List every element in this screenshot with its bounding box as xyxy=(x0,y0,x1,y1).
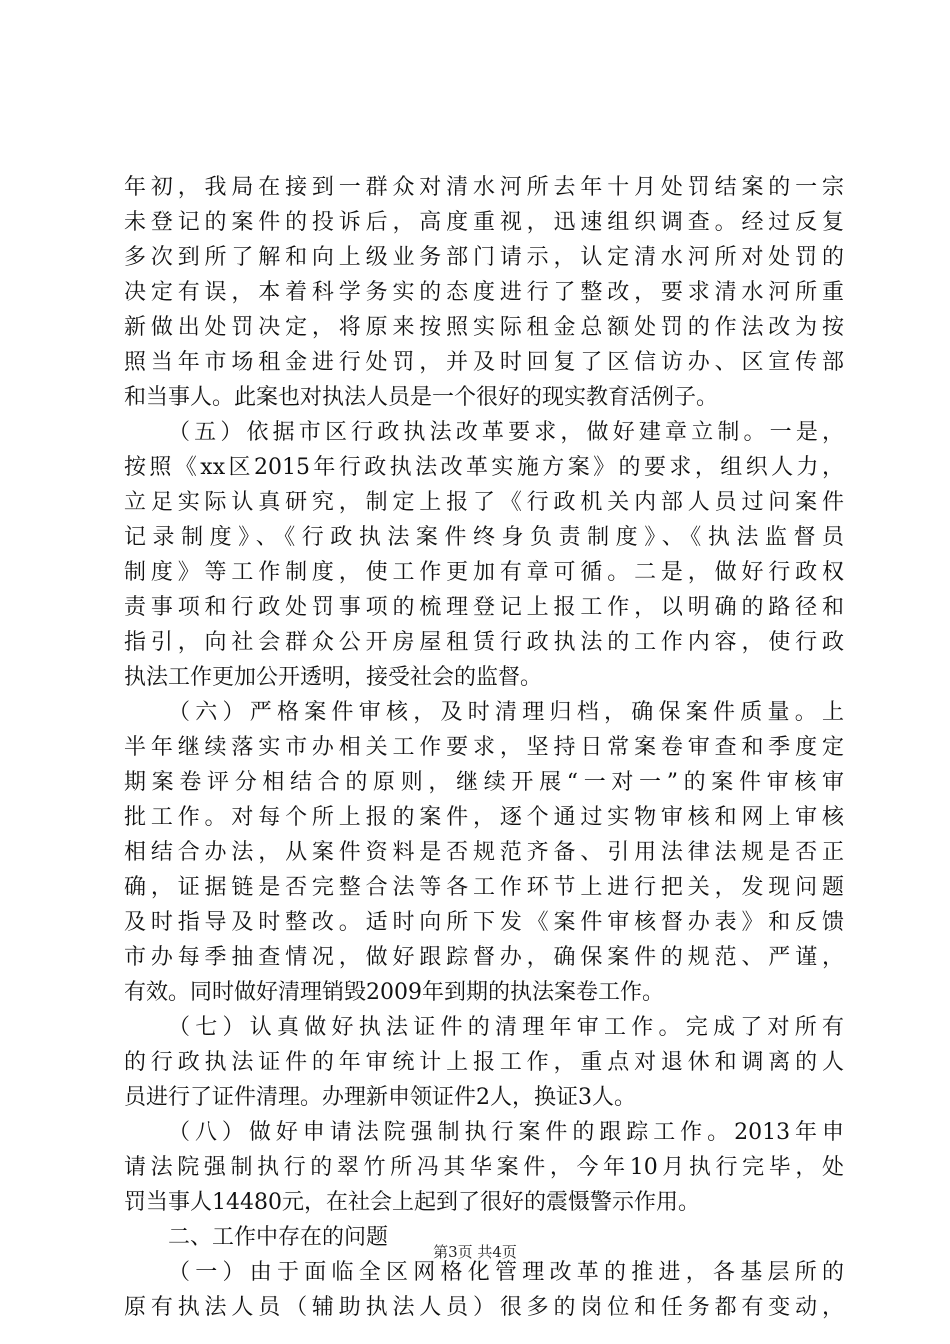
text-line: 制度》等工作制度，使工作更加有章可循。二是，做好行政权 xyxy=(124,560,844,585)
text-line: （五）依据市区行政执法改革要求，做好建章立制。一是， xyxy=(168,420,844,445)
text-line: 记录制度》、《行政执法案件终身负责制度》、《执法监督员 xyxy=(124,525,844,550)
text-line: （六）严格案件审核，及时清理归档，确保案件质量。上 xyxy=(168,700,844,725)
text-line: 及时指导及时整改。适时向所下发《案件审核督办表》和反馈 xyxy=(124,910,844,935)
page-footer: 第3页 共4页 xyxy=(433,1243,517,1261)
text-line: 确，证据链是否完整合法等各工作环节上进行把关，发现问题 xyxy=(124,875,844,900)
text-line: 市办每季抽查情况，做好跟踪督办，确保案件的规范、严谨， xyxy=(124,945,844,970)
text-line: （一）由于面临全区网格化管理改革的推进，各基层所的 xyxy=(168,1260,844,1285)
text-line: 年初，我局在接到一群众对清水河所去年十月处罚结案的一宗 xyxy=(124,175,844,200)
text-line: 和当事人。此案也对执法人员是一个很好的现实教育活例子。 xyxy=(124,385,719,410)
text-line: 罚当事人14480元，在社会上起到了很好的震慑警示作用。 xyxy=(124,1190,700,1215)
text-line: 照当年市场租金进行处罚，并及时回复了区信访办、区宣传部 xyxy=(124,350,844,375)
text-line: 指引，向社会群众公开房屋租赁行政执法的工作内容，使行政 xyxy=(124,630,844,655)
text-line: （八）做好申请法院强制执行案件的跟踪工作。2013年申 xyxy=(168,1120,844,1145)
text-line: 决定有误，本着科学务实的态度进行了整改，要求清水河所重 xyxy=(124,280,844,305)
text-line: 新做出处罚决定，将原来按照实际租金总额处罚的作法改为按 xyxy=(124,315,844,340)
text-line: 按照《xx区2015年行政执法改革实施方案》的要求，组织人力， xyxy=(124,455,844,480)
text-line: 有效。同时做好清理销毁2009年到期的执法案卷工作。 xyxy=(124,980,664,1005)
text-line: 员进行了证件清理。办理新申领证件2人，换证3人。 xyxy=(124,1085,636,1110)
text-line: （七）认真做好执法证件的清理年审工作。完成了对所有 xyxy=(168,1015,844,1040)
text-line: 未登记的案件的投诉后，高度重视，迅速组织调查。经过反复 xyxy=(124,210,844,235)
text-line: 批工作。对每个所上报的案件，逐个通过实物审核和网上审核 xyxy=(124,805,844,830)
document-body xyxy=(124,170,844,1325)
text-line: 请法院强制执行的翠竹所冯其华案件，今年10月执行完毕，处 xyxy=(124,1155,844,1180)
text-line: 的行政执法证件的年审统计上报工作，重点对退休和调离的人 xyxy=(124,1050,844,1075)
text-line: 执法工作更加公开透明，接受社会的监督。 xyxy=(124,665,543,690)
text-line: 二、工作中存在的问题 xyxy=(168,1225,389,1250)
text-line: 相结合办法，从案件资料是否规范齐备、引用法律法规是否正 xyxy=(124,840,844,865)
text-line: 期案卷评分相结合的原则，继续开展“一对一”的案件审核审 xyxy=(124,770,844,795)
text-line: 半年继续落实市办相关工作要求，坚持日常案卷审查和季度定 xyxy=(124,735,844,760)
text-line: 责事项和行政处罚事项的梳理登记上报工作，以明确的路径和 xyxy=(124,595,844,620)
text-line: 多次到所了解和向上级业务部门请示，认定清水河所对处罚的 xyxy=(124,245,844,270)
text-line: 立足实际认真研究，制定上报了《行政机关内部人员过问案件 xyxy=(124,490,844,515)
text-line: 原有执法人员（辅助执法人员）很多的岗位和任务都有变动， xyxy=(124,1295,844,1320)
